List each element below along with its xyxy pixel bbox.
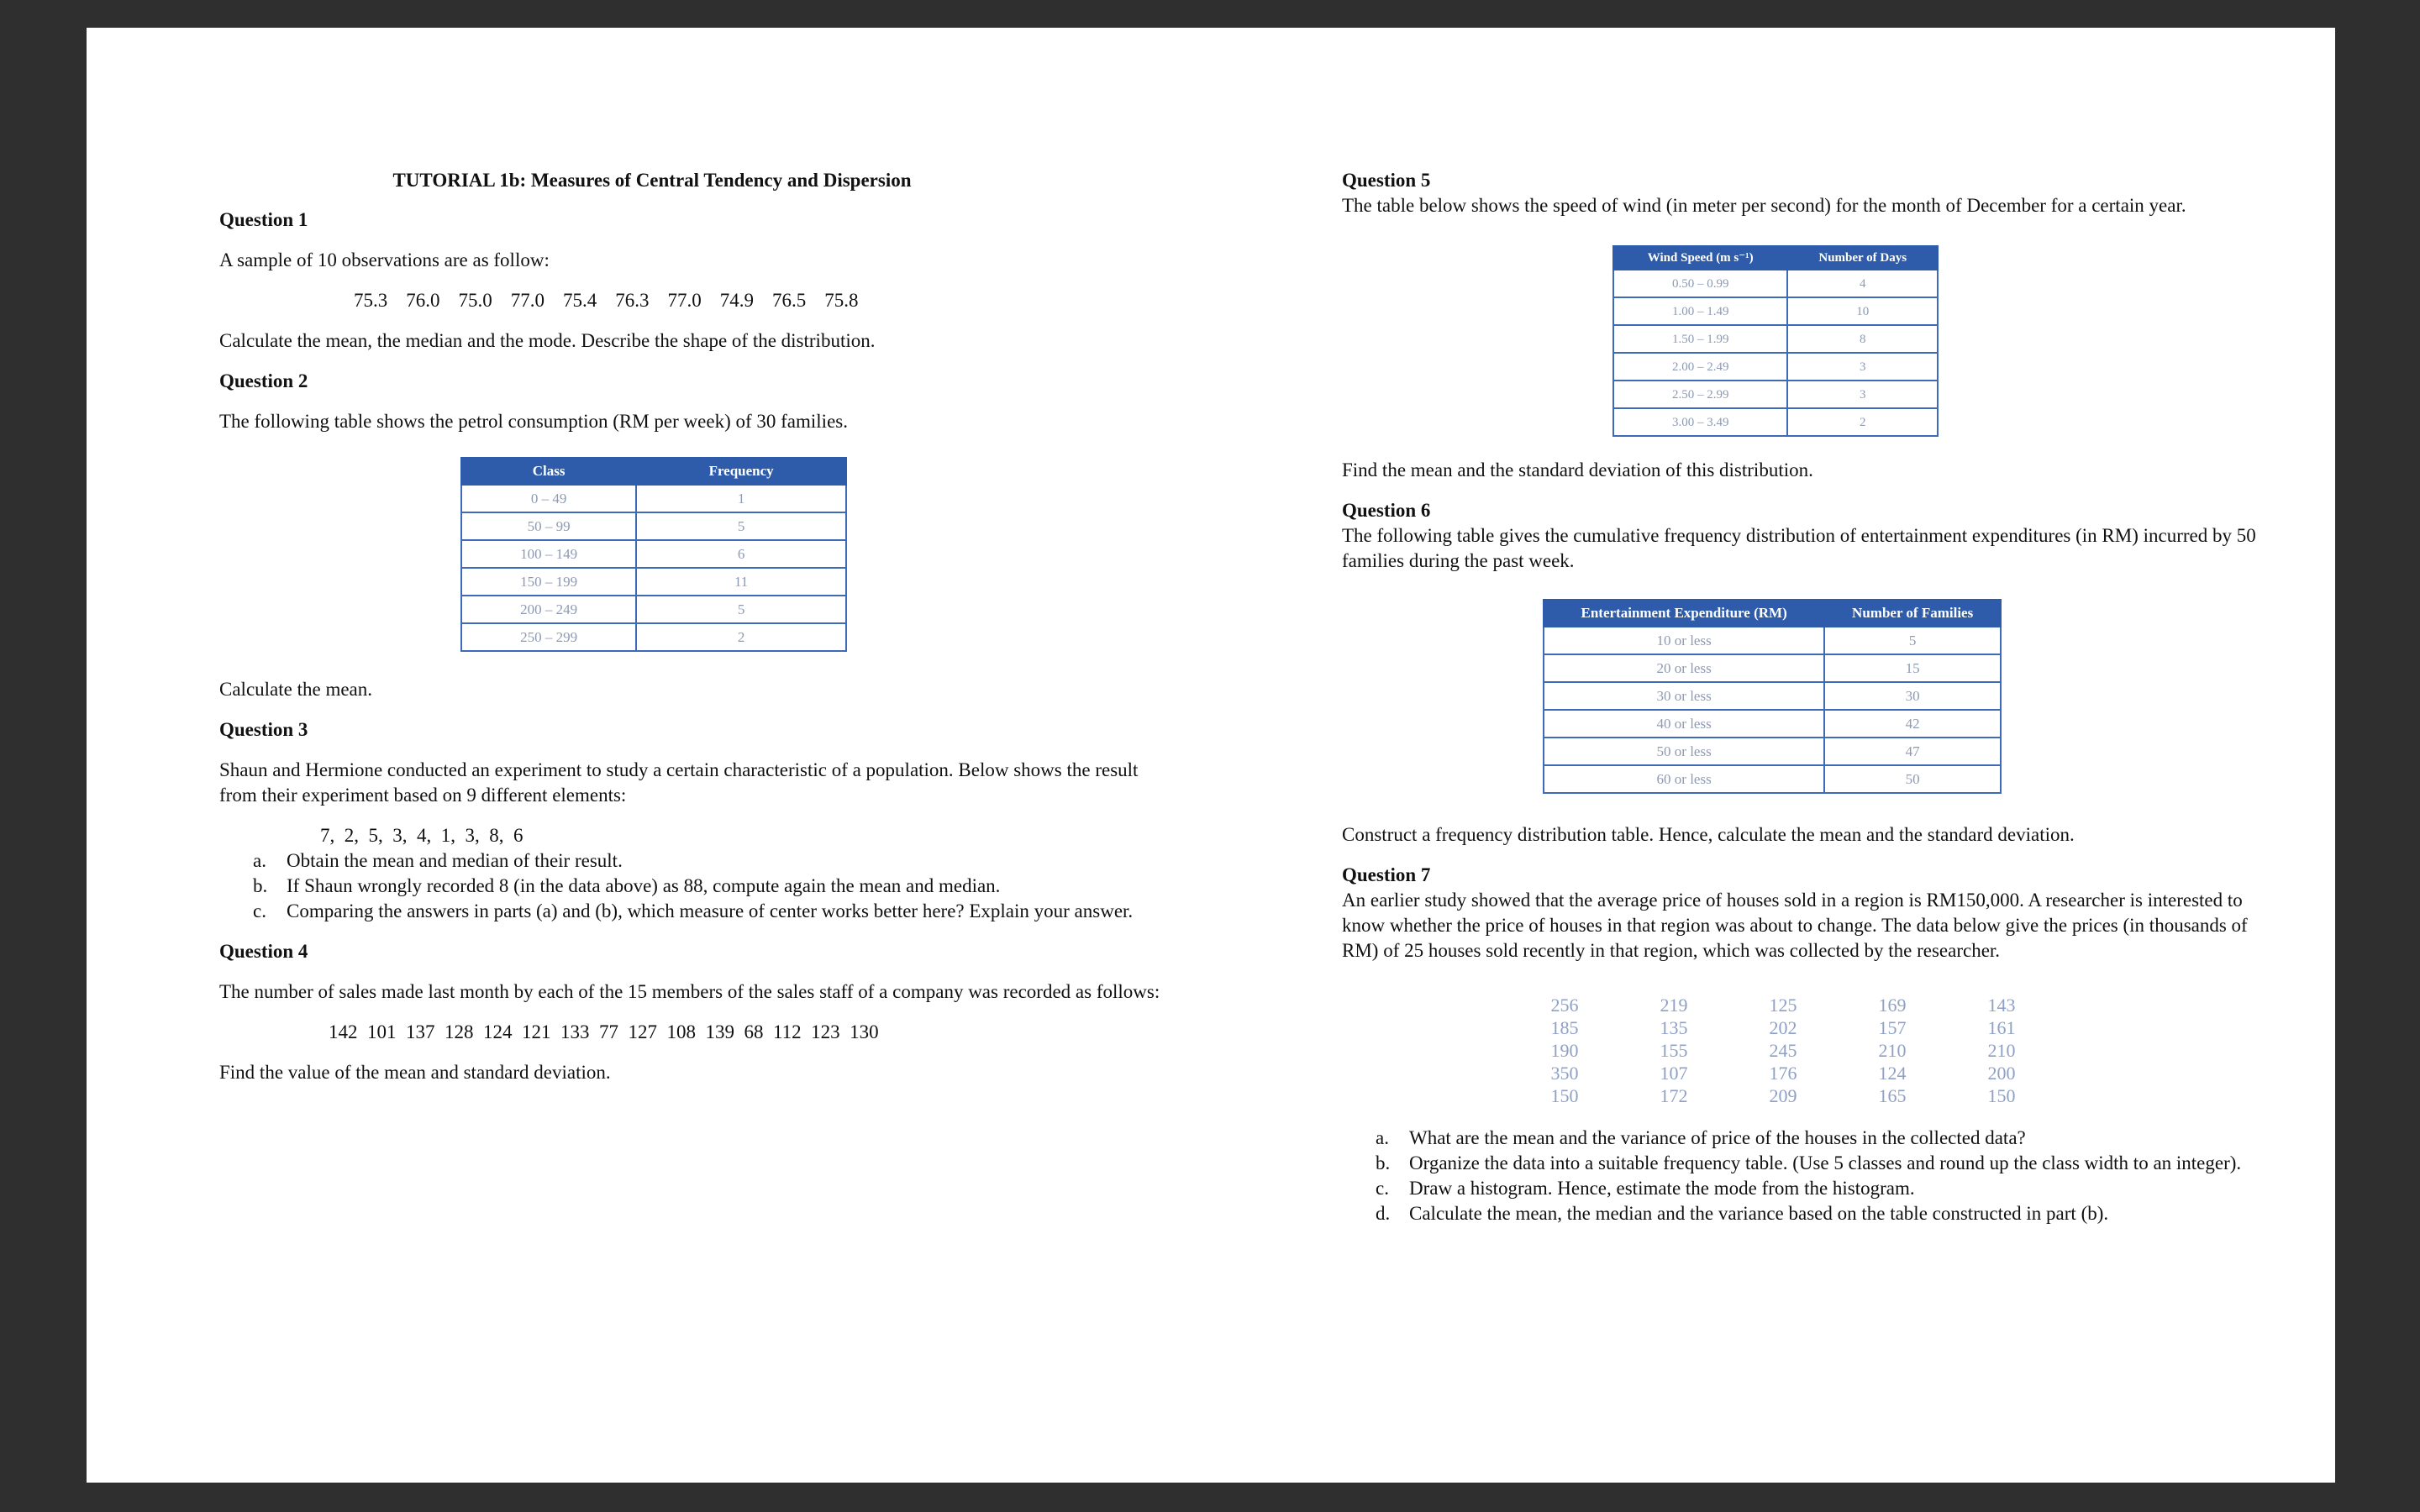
list-item	[219, 848, 1160, 874]
table-cell: 50 or less	[1544, 738, 1824, 765]
observation-value: 77.0	[667, 290, 702, 311]
list-marker: b.	[253, 875, 268, 896]
question-2-intro: The following table shows the petrol consumption (RM per week) of 30 families.	[219, 411, 848, 432]
table-cell: 1	[636, 485, 846, 512]
question-1-intro: A sample of 10 observations are as follow:	[219, 249, 550, 270]
question-7-parts	[1342, 1126, 2283, 1226]
table-row	[1544, 765, 2001, 793]
table-cell: 30 or less	[1544, 682, 1824, 710]
table-cell: 6	[636, 540, 846, 568]
table-cell: 5	[636, 596, 846, 623]
price-value: 124	[1878, 1063, 1907, 1084]
table-cell: 3	[1787, 353, 1938, 381]
observation-value: 75.3	[354, 290, 388, 311]
price-value: 150	[1987, 1085, 2016, 1106]
table-header-cell: Number of Days	[1787, 246, 1938, 270]
table-row	[1544, 710, 2001, 738]
table-row	[461, 485, 846, 512]
price-value: 169	[1878, 995, 1907, 1016]
table-row	[1613, 325, 1938, 353]
table-row	[461, 540, 846, 568]
question-3-values: 7, 2, 5, 3, 4, 1, 3, 8, 6	[320, 825, 523, 846]
table-row	[1544, 654, 2001, 682]
price-value: 210	[1987, 1040, 2016, 1061]
observation-value: 77.0	[510, 290, 544, 311]
table-cell: 40 or less	[1544, 710, 1824, 738]
table-cell: 250 – 299	[461, 623, 636, 651]
price-value: 210	[1878, 1040, 1907, 1061]
list-item	[1342, 1176, 2283, 1201]
table-row	[1613, 381, 1938, 408]
question-1-heading: Question 1	[219, 209, 308, 230]
right-column	[1342, 158, 2283, 1226]
question-7-intro: An earlier study showed that the average price of houses sold in a region is RM150,000. A researcher is interested to know whether the price of houses in that region was about to change. The data below give the prices (in thousands of RM) of 25 houses sold recently in that region, which was collected by the researcher.	[1342, 890, 2248, 961]
table-row	[1613, 408, 1938, 436]
table-cell: 2.00 – 2.49	[1613, 353, 1787, 381]
list-marker: c.	[253, 900, 266, 921]
question-5-table	[1612, 245, 1939, 437]
observation-value: 76.5	[772, 290, 807, 311]
price-value: 350	[1550, 1063, 1579, 1084]
observation-value: 75.0	[458, 290, 492, 311]
table-cell: 8	[1787, 325, 1938, 353]
question-6-task: Construct a frequency distribution table. Hence, calculate the mean and the standard deviation.	[1342, 824, 2075, 845]
table-cell: 3.00 – 3.49	[1613, 408, 1787, 436]
price-value: 190	[1550, 1040, 1579, 1061]
table-cell: 1.50 – 1.99	[1613, 325, 1787, 353]
question-1-values	[219, 288, 1160, 313]
list-marker: c.	[1376, 1178, 1389, 1199]
question-6-heading: Question 6	[1342, 500, 1431, 521]
table-row	[1544, 627, 2001, 654]
left-column	[219, 158, 1160, 1085]
list-item	[1342, 1151, 2283, 1176]
price-value: 165	[1878, 1085, 1907, 1106]
table-cell: 2	[1787, 408, 1938, 436]
price-value: 107	[1660, 1063, 1688, 1084]
table-row	[461, 512, 846, 540]
table-cell: 0 – 49	[461, 485, 636, 512]
list-text: If Shaun wrongly recorded 8 (in the data above) as 88, compute again the mean and median.	[287, 875, 1001, 896]
price-value: 135	[1660, 1017, 1688, 1038]
question-2-heading: Question 2	[219, 370, 308, 391]
question-5-heading: Question 5	[1342, 170, 1431, 191]
observation-value: 75.8	[824, 290, 859, 311]
page-title: TUTORIAL 1b: Measures of Central Tendency and Dispersion	[392, 170, 912, 191]
price-value: 157	[1878, 1017, 1907, 1038]
question-6-table	[1543, 599, 2002, 794]
table-cell: 20 or less	[1544, 654, 1824, 682]
table-header-cell: Frequency	[636, 458, 846, 485]
observation-value: 76.0	[406, 290, 440, 311]
table-header-cell: Class	[461, 458, 636, 485]
question-4-task: Find the value of the mean and standard deviation.	[219, 1062, 611, 1083]
observation-value: 76.3	[615, 290, 650, 311]
table-cell: 11	[636, 568, 846, 596]
table-cell: 30	[1824, 682, 2001, 710]
question-6-intro: The following table gives the cumulative frequency distribution of entertainment expenditures (in RM) incurred by 50 families during the past week.	[1342, 525, 2256, 571]
table-header-cell: Wind Speed (m s⁻¹)	[1613, 246, 1787, 270]
price-value: 245	[1769, 1040, 1797, 1061]
table-cell: 0.50 – 0.99	[1613, 270, 1787, 297]
table-cell: 47	[1824, 738, 2001, 765]
question-3-parts	[219, 848, 1160, 924]
table-row	[1613, 353, 1938, 381]
table-cell: 50	[1824, 765, 2001, 793]
table-row	[461, 568, 846, 596]
price-value: 209	[1769, 1085, 1797, 1106]
price-value: 176	[1769, 1063, 1797, 1084]
table-cell: 2	[636, 623, 846, 651]
table-cell: 150 – 199	[461, 568, 636, 596]
table-cell: 10	[1787, 297, 1938, 325]
list-item	[1342, 1201, 2283, 1226]
list-item	[1342, 1126, 2283, 1151]
list-text: Calculate the mean, the median and the variance based on the table constructed in part (b).	[1409, 1203, 2109, 1224]
table-row	[1544, 738, 2001, 765]
table-cell: 1.00 – 1.49	[1613, 297, 1787, 325]
table-row	[1613, 297, 1938, 325]
price-value: 185	[1550, 1017, 1579, 1038]
table-row	[1613, 270, 1938, 297]
price-value: 143	[1987, 995, 2016, 1016]
price-value: 125	[1769, 995, 1797, 1016]
price-value: 155	[1660, 1040, 1688, 1061]
list-text: Obtain the mean and median of their result.	[287, 850, 623, 871]
table-header-cell: Number of Families	[1824, 600, 2001, 627]
list-marker: a.	[1376, 1127, 1389, 1148]
list-marker: d.	[1376, 1203, 1391, 1224]
question-3-intro: Shaun and Hermione conducted an experiment to study a certain characteristic of a population. Below shows the result from their experiment based on 9 different elements:	[219, 759, 1139, 806]
question-7-price-data	[1510, 994, 2283, 1107]
list-marker: b.	[1376, 1152, 1391, 1173]
question-2-table	[460, 457, 847, 652]
question-4-values: 142 101 137 128 124 121 133 77 127 108 139 68 112 123 130	[329, 1021, 879, 1042]
table-cell: 15	[1824, 654, 2001, 682]
table-cell: 4	[1787, 270, 1938, 297]
question-3-heading: Question 3	[219, 719, 308, 740]
table-cell: 5	[636, 512, 846, 540]
question-5-intro: The table below shows the speed of wind (in meter per second) for the month of December for a certain year.	[1342, 195, 2186, 216]
table-header-cell: Entertainment Expenditure (RM)	[1544, 600, 1824, 627]
table-cell: 10 or less	[1544, 627, 1824, 654]
table-row	[1544, 682, 2001, 710]
list-text: What are the mean and the variance of price of the houses in the collected data?	[1409, 1127, 2026, 1148]
observation-value: 74.9	[719, 290, 754, 311]
table-cell: 42	[1824, 710, 2001, 738]
table-cell: 50 – 99	[461, 512, 636, 540]
price-value: 200	[1987, 1063, 2016, 1084]
question-4-heading: Question 4	[219, 941, 308, 962]
table-cell: 3	[1787, 381, 1938, 408]
question-5-task: Find the mean and the standard deviation of this distribution.	[1342, 459, 1813, 480]
table-cell: 200 – 249	[461, 596, 636, 623]
table-cell: 100 – 149	[461, 540, 636, 568]
question-2-task: Calculate the mean.	[219, 679, 373, 700]
price-value: 219	[1660, 995, 1688, 1016]
question-4-intro: The number of sales made last month by each of the 15 members of the sales staff of a company was recorded as follows:	[219, 981, 1160, 1002]
table-cell: 2.50 – 2.99	[1613, 381, 1787, 408]
price-value: 202	[1769, 1017, 1797, 1038]
table-row	[461, 596, 846, 623]
table-cell: 60 or less	[1544, 765, 1824, 793]
list-marker: a.	[253, 850, 266, 871]
price-value: 161	[1987, 1017, 2016, 1038]
list-text: Organize the data into a suitable frequency table. (Use 5 classes and round up the class width to an integer).	[1409, 1152, 2242, 1173]
price-value: 172	[1660, 1085, 1688, 1106]
document-page	[87, 28, 2335, 1483]
list-item	[219, 899, 1160, 924]
price-value: 256	[1550, 995, 1579, 1016]
price-value: 150	[1550, 1085, 1579, 1106]
question-7-heading: Question 7	[1342, 864, 1431, 885]
list-item	[219, 874, 1160, 899]
observation-value: 75.4	[563, 290, 597, 311]
list-text: Draw a histogram. Hence, estimate the mode from the histogram.	[1409, 1178, 1915, 1199]
table-cell: 5	[1824, 627, 2001, 654]
table-row	[461, 623, 846, 651]
list-text: Comparing the answers in parts (a) and (b), which measure of center works better here? Explain your answer.	[287, 900, 1134, 921]
question-1-task: Calculate the mean, the median and the mode. Describe the shape of the distribution.	[219, 330, 876, 351]
